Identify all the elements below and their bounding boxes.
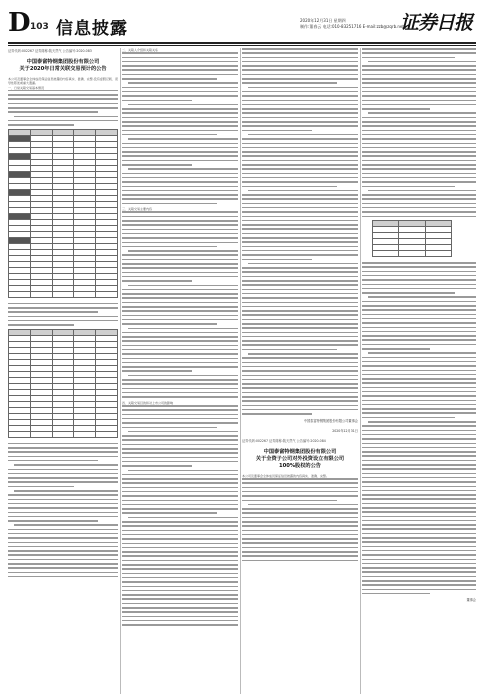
body-text-block xyxy=(362,262,476,594)
article-2-company: 中国泰富特钢集团股份有限公司 xyxy=(263,448,337,455)
article-1-company: 中国泰富特钢集团股份有限公司 xyxy=(26,59,100,65)
column-1 xyxy=(8,48,118,694)
body-text-block xyxy=(8,90,118,126)
body-text-block xyxy=(362,48,476,217)
article-2-headline: 关于全资子公司对外投资设立有限公司 xyxy=(255,455,345,462)
column-divider xyxy=(360,48,361,694)
body-text-block xyxy=(8,303,118,326)
article-1-headline: 关于2020年日常关联交易预计的公告 xyxy=(19,66,107,72)
article-1-section-4: 四、关联交易目的和对上市公司的影响 xyxy=(122,400,174,405)
article-2-code-line: 证券代码:002267 证券简称:陕天然气 公告编号:2020-084 xyxy=(242,438,326,443)
column-divider xyxy=(240,48,241,694)
body-text-block xyxy=(122,52,238,204)
body-text-block xyxy=(122,211,238,397)
column-3 xyxy=(242,48,358,694)
masthead-rule xyxy=(8,42,476,44)
signature-board: 中国泰富特钢集团股份有限公司董事会 xyxy=(303,418,358,423)
article-1-section-2: 二、关联人介绍和关联关系 xyxy=(122,48,159,52)
column-2 xyxy=(122,48,238,694)
body-text-block xyxy=(242,478,358,561)
article-1-header xyxy=(8,59,118,73)
article-1-intro: 本公司及董事会全体成员保证信息披露的内容真实、准确、完整,没有虚假记载、误导性陈述或重大遗漏。 xyxy=(8,77,118,86)
newspaper-logo: 证券日报 xyxy=(400,12,473,34)
article-2-intro: 本公司及董事会全体成员保证信息披露的内容真实、准确、完整。 xyxy=(242,473,330,478)
body-text-block xyxy=(122,405,238,626)
signature-board-2: 董事会 xyxy=(466,598,476,603)
column-4 xyxy=(362,48,476,694)
article-1-section-1: 一、日常关联交易基本情况 xyxy=(8,85,45,90)
column-divider xyxy=(120,48,121,694)
section-title: 信息披露 xyxy=(56,19,128,39)
body-text-block xyxy=(242,48,358,415)
editor-line: 制作:董春云 电话:010-83251716 E-mail:zzb@zqrb.net xyxy=(300,24,404,29)
signature-date: 2020年12月31日 xyxy=(332,428,358,433)
page-letter: D xyxy=(8,8,31,38)
masthead xyxy=(0,0,484,44)
article-2-subhead: 100%股权的公告 xyxy=(279,462,321,469)
body-text-block xyxy=(8,443,118,578)
transaction-table-1 xyxy=(8,129,118,298)
page-number: 103 xyxy=(30,22,49,32)
date-line: 2020年12月31日 星期四 xyxy=(300,18,346,23)
article-code-line: 证券代码:002267 证券简称:陕天然气 公告编号:2020-083 xyxy=(8,49,92,53)
article-2-header xyxy=(242,449,358,470)
masthead-rule-thin xyxy=(8,45,476,46)
summary-table xyxy=(372,220,452,257)
article-1-section-3: 三、关联交易主要内容 xyxy=(122,207,153,212)
transaction-table-2 xyxy=(8,329,118,438)
